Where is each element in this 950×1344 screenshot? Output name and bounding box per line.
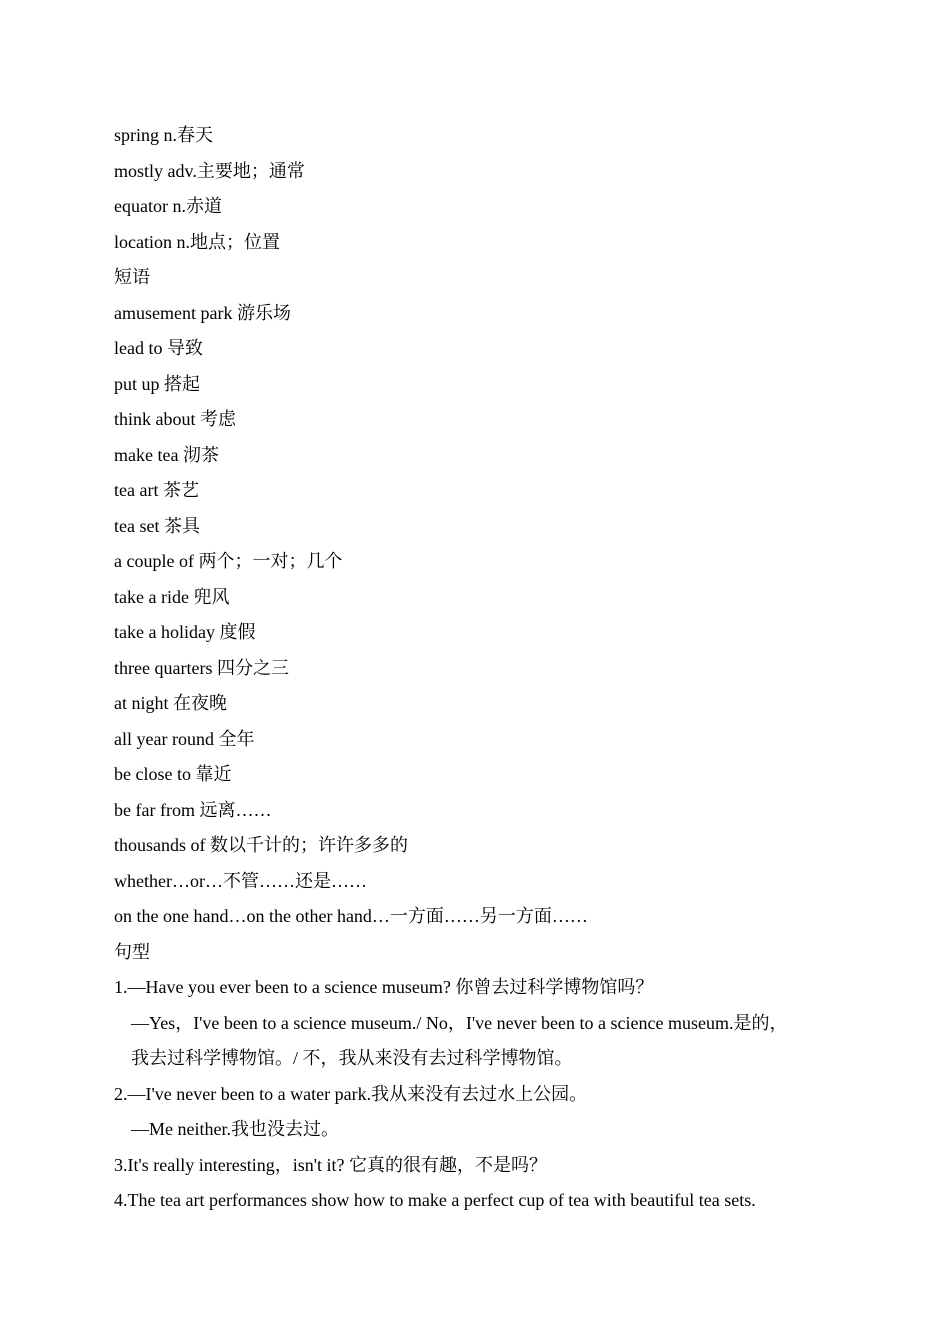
sentence-3: 3.It's really interesting，isn't it? 它真的很有趣，不是吗？	[114, 1154, 547, 1175]
phrase-item: be close to 靠近	[114, 764, 232, 784]
phrase-item: think about 考虑	[114, 409, 236, 429]
vocab-item: equator n.赤道	[114, 196, 222, 216]
phrases-heading: 短语	[114, 267, 150, 287]
sentence-1-question: 1.—Have you ever been to a science museum? 你曾去过科学博物馆吗？	[114, 977, 654, 997]
vocab-item: mostly adv.主要地；通常	[114, 160, 305, 181]
vocab-item: location n.地点；位置	[114, 231, 280, 252]
phrase-item: thousands of 数以千计的；许许多多的	[114, 835, 408, 855]
phrase-item: take a ride 兜风	[114, 586, 230, 607]
phrase-item: tea art 茶艺	[114, 480, 199, 500]
phrase-item: a couple of 两个；一对；几个	[114, 551, 343, 571]
sentence-1-answer-cont: 我去过科学博物馆。/ 不，我从来没有去过科学博物馆。	[131, 1048, 573, 1068]
phrase-item: all year round 全年	[114, 728, 255, 749]
sentence-2-answer: —Me neither.我也没去过。	[131, 1119, 339, 1139]
phrase-item: lead to 导致	[114, 338, 203, 358]
sentence-1-answer: —Yes，I've been to a science museum./ No，I've never been to a science museum.是的，	[131, 1012, 788, 1033]
phrase-item: put up 搭起	[114, 373, 201, 394]
phrase-item: on the one hand…on the other hand…一方面……另一方面……	[114, 906, 588, 926]
phrase-item: whether…or…不管……还是……	[114, 870, 367, 891]
sentence-4: 4.The tea art performances show how to make a perfect cup of tea with beautiful tea sets.	[114, 1190, 756, 1210]
sentence-2-question: 2.—I've never been to a water park.我从来没有去过水上公园。	[114, 1083, 588, 1104]
phrase-item: make tea 沏茶	[114, 444, 219, 465]
phrase-item: take a holiday 度假	[114, 622, 256, 642]
document-body	[114, 118, 854, 1219]
phrase-item: three quarters 四分之三	[114, 657, 289, 678]
phrase-item: at night 在夜晚	[114, 693, 227, 713]
sentences-heading: 句型	[114, 941, 150, 962]
phrase-item: amusement park 游乐场	[114, 302, 291, 323]
vocab-item: spring n.春天	[114, 125, 213, 145]
phrase-item: be far from 远离……	[114, 799, 272, 820]
phrase-item: tea set 茶具	[114, 515, 200, 536]
